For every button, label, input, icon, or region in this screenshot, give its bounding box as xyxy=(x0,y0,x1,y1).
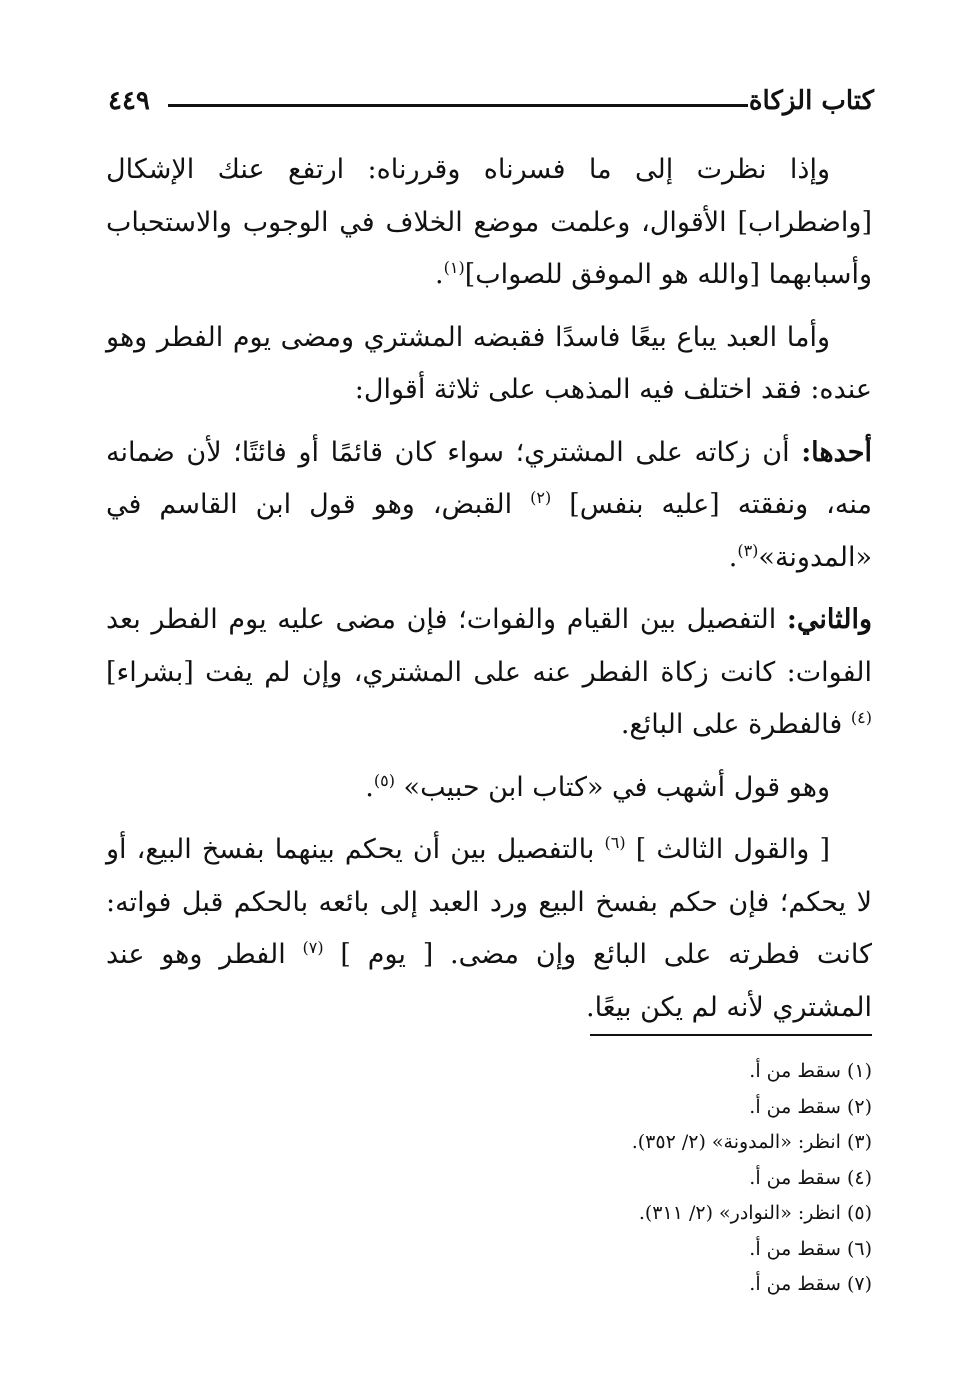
paragraph-2 xyxy=(106,312,872,417)
footnote-6: (٦) سقط من أ. xyxy=(749,1237,872,1260)
header-rule xyxy=(168,104,748,107)
footnote-ref-6: (٦) xyxy=(604,833,626,852)
main-text xyxy=(106,144,872,1044)
footnote-ref-7: (٧) xyxy=(302,938,324,957)
footnote-ref-4: (٤) xyxy=(850,708,872,727)
paragraph-4-text-b: فالفطرة على البائع. xyxy=(620,709,851,740)
opinion-one-label: أحدها: xyxy=(801,436,872,468)
footnote-2: (٢) سقط من أ. xyxy=(749,1095,872,1118)
paragraph-6-text-a: [ والقول الثالث ] xyxy=(625,834,830,865)
footnote-ref-1: (١) xyxy=(443,258,465,277)
paragraph-1-text: وإذا نظرت إلى ما فسرناه وقررناه: ارتفع عنك الإشكال [واضطراب] الأقوال، وعلمت موضع الخلاف في الوجوب والاستحباب وأسبابهما [والله هو الموفق للصواب] xyxy=(106,154,872,290)
footnote-3: (٣) انظر: «المدونة» (٢/ ٣٥٢). xyxy=(631,1131,872,1153)
footnote-5: (٥) انظر: «النوادر» (٢/ ٣١١). xyxy=(638,1202,872,1224)
paragraph-1-end: . xyxy=(435,259,444,290)
running-title: كتاب الزكاة xyxy=(748,86,874,116)
page-header xyxy=(108,82,874,122)
paragraph-6-text-b: بالتفصيل بين أن يحكم بينهما بفسخ البيع، أو لا يحكم؛ فإن حكم بفسخ البيع ورد العبد إلى بائعه بالحكم قبل فواته: كانت فطرته على البائع وإن مضى. [ يوم ] xyxy=(106,834,872,970)
paragraph-3-end: . xyxy=(728,541,738,573)
footnote-separator xyxy=(590,1034,872,1036)
paragraph-6-text-c: الفطر وهو عند المشتري لأنه لم يكن بيعًا. xyxy=(106,939,872,1023)
footnote-ref-3: (٣) xyxy=(737,540,759,560)
paragraph-5-end: . xyxy=(365,771,374,803)
footnotes xyxy=(372,1054,872,1303)
paragraph-5-text: وهو قول أشهب في «كتاب ابن حبيب» xyxy=(394,771,830,803)
page-number: ٤٤٩ xyxy=(108,86,150,116)
opinion-two-label: والثاني: xyxy=(786,604,872,635)
paragraph-6 xyxy=(106,824,872,1034)
footnote-ref-5: (٥) xyxy=(373,770,395,790)
footnote-ref-2: (٢) xyxy=(530,488,552,507)
paragraph-4 xyxy=(106,594,872,752)
paragraph-2-text: وأما العبد يباع بيعًا فاسدًا فقبضه المشتري ومضى يوم الفطر وهو عنده: فقد اختلف فيه المذهب على ثلاثة أقوال: xyxy=(106,321,872,405)
paragraph-5 xyxy=(106,762,872,815)
footnote-4: (٤) سقط من أ. xyxy=(749,1166,872,1189)
paragraph-3-text-b: القبض، وهو قول ابن القاسم في «المدونة» xyxy=(106,489,872,573)
footnote-7: (٧) سقط من أ. xyxy=(749,1273,872,1295)
paragraph-3 xyxy=(106,427,872,585)
paragraph-4-text-a: التفصيل بين القيام والفوات؛ فإن مضى عليه يوم الفطر بعد الفوات: كانت زكاة الفطر عنه على المشتري، وإن لم يفت [بشراء] xyxy=(106,604,872,688)
footnote-1: (١) سقط من أ. xyxy=(749,1060,872,1082)
paragraph-3-text-a: أن زكاته على المشتري؛ سواء كان قائمًا أو فائتًا؛ لأن ضمانه منه، ونفقته [عليه بنفس] xyxy=(106,436,872,520)
paragraph-1 xyxy=(106,144,872,302)
